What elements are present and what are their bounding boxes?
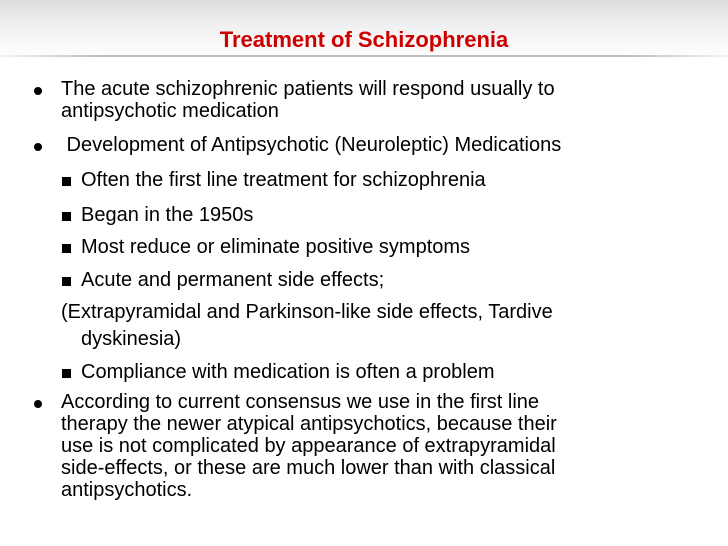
square-bullet-icon bbox=[62, 177, 71, 186]
bullet-line: use is not complicated by appearance of extrapyramidal bbox=[61, 435, 556, 457]
bullet-dot-icon bbox=[34, 400, 42, 408]
sub-bullet-text: Most reduce or eliminate positive symptoms bbox=[81, 236, 471, 258]
sub-bullet-text: Often the first line treatment for schizophrenia bbox=[81, 169, 486, 191]
square-bullet-icon bbox=[62, 244, 71, 253]
bullet-dot-icon bbox=[34, 87, 42, 95]
bullet-line: The acute schizophrenic patients will respond usually to bbox=[61, 78, 555, 100]
square-bullet-icon bbox=[62, 212, 71, 221]
bullet-line: According to current consensus we use in the first line bbox=[61, 391, 540, 413]
sub-bullet-text: Began in the 1950s bbox=[81, 204, 254, 226]
slide-title: Treatment of Schizophrenia bbox=[219, 27, 509, 52]
bullet-line: Development of Antipsychotic (Neuroleptic) Medications bbox=[61, 134, 562, 156]
note-line: dyskinesia) bbox=[81, 328, 182, 350]
bullet-line: side-effects, or these are much lower than with classical bbox=[61, 457, 556, 479]
bullet-dot-icon bbox=[34, 143, 42, 151]
bullet-line: antipsychotics. bbox=[61, 479, 193, 501]
square-bullet-icon bbox=[62, 369, 71, 378]
bullet-line: antipsychotic medication bbox=[61, 100, 279, 122]
sub-bullet-text: Compliance with medication is often a problem bbox=[81, 361, 495, 383]
square-bullet-icon bbox=[62, 277, 71, 286]
note-line: (Extrapyramidal and Parkinson-like side effects, Tardive bbox=[61, 301, 553, 323]
sub-bullet-text: Acute and permanent side effects; bbox=[81, 269, 385, 291]
bullet-line: therapy the newer atypical antipsychotics, because their bbox=[61, 413, 557, 435]
